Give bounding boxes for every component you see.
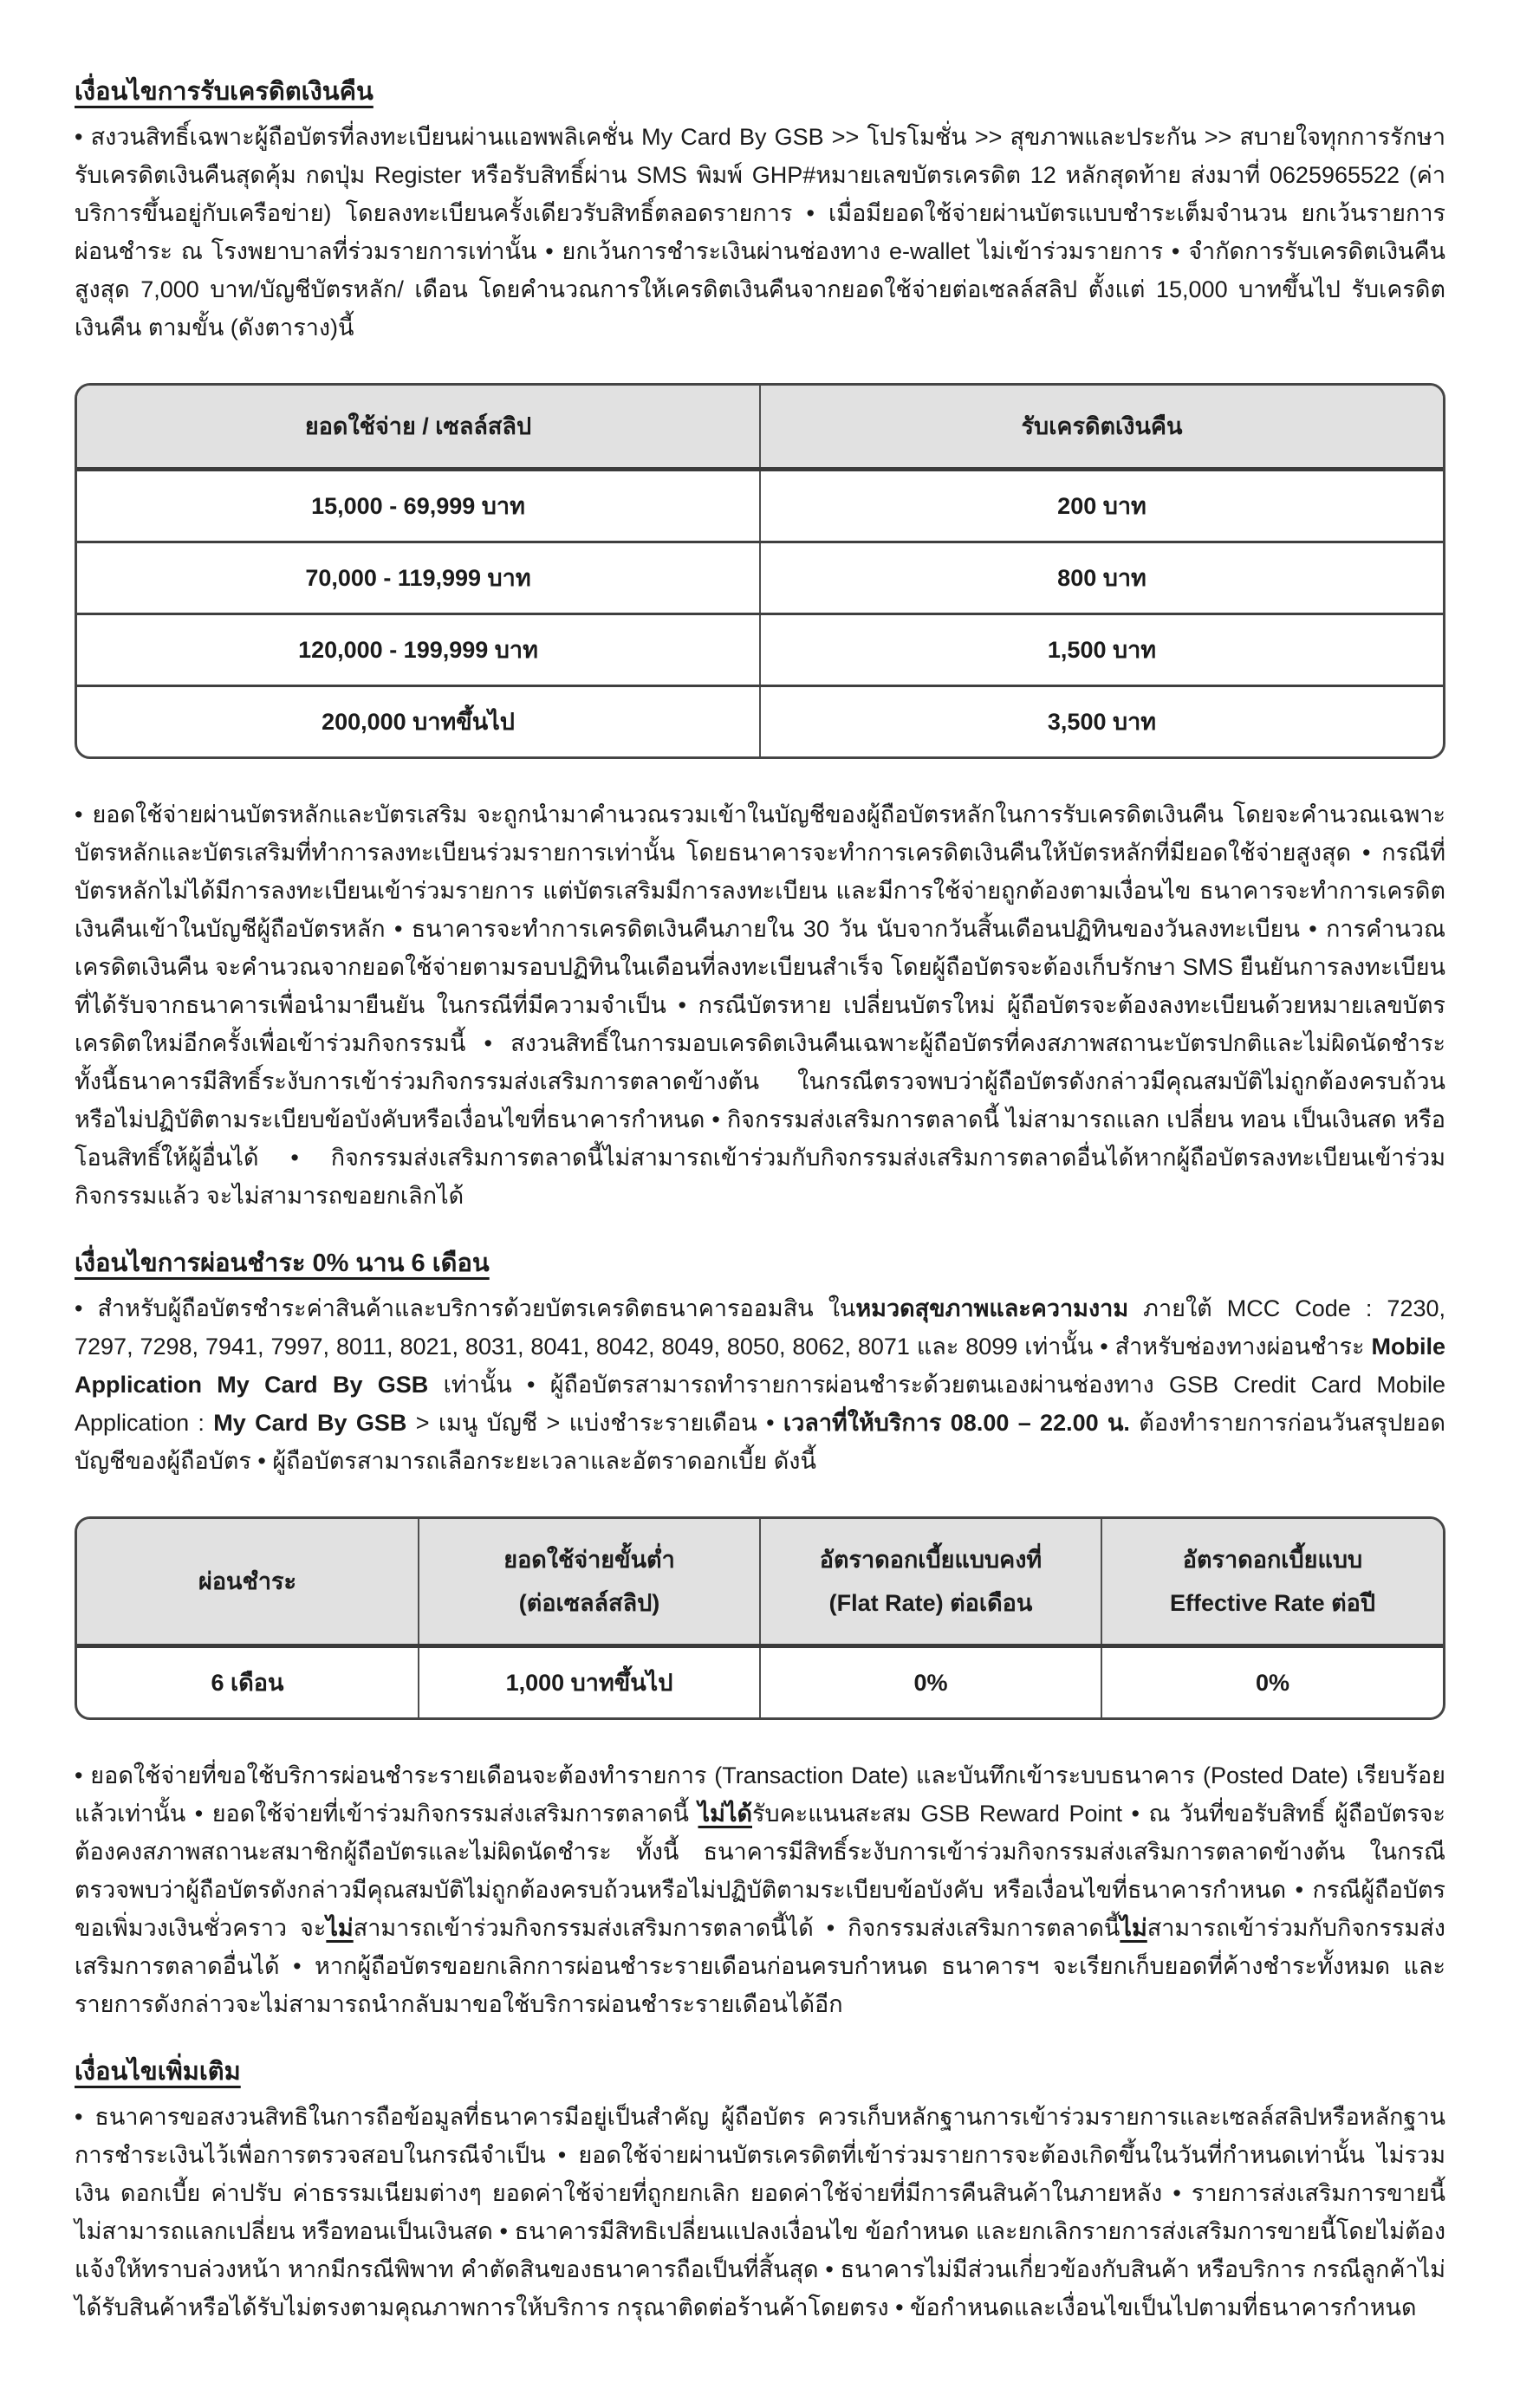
table-cell: 1,000 บาทขึ้นไป bbox=[419, 1646, 760, 1718]
paragraph bbox=[75, 118, 1445, 347]
text-segment: สามารถเข้าร่วมกิจกรรมส่งเสริมการตลาดนี้ได้ • กิจกรรมส่งเสริมการตลาดนี้ bbox=[353, 1915, 1121, 1941]
paragraph bbox=[75, 795, 1445, 1215]
table-header-line: (ต่อเซลล์สลิป) bbox=[518, 1590, 660, 1616]
table-header-line: Effective Rate ต่อปี bbox=[1170, 1590, 1375, 1616]
text-segment: > เมนู บัญชี > แบ่งชำระรายเดือน • bbox=[406, 1410, 783, 1436]
table-header-line: รับเครดิตเงินคืน bbox=[1021, 413, 1183, 439]
table-header-line: อัตราดอกเบี้ยแบบ bbox=[1182, 1547, 1363, 1573]
text-segment: • ธนาคารขอสงวนสิทธิในการถือข้อมูลที่ธนาคารมีอยู่เป็นสำคัญ ผู้ถือบัตร ควรเก็บหลักฐานการเข้าร่วมรายการและเซลล์สลิปหรือหลักฐานการชำระเงินไว้เพื่อการตรวจสอบในกรณีจำเป็น • ยอดใช้จ่ายผ่านบัตรเครดิตที่เข้าร่วมรายการจะต้องเกิดขึ้นในวันที่กำหนดเท่านั้น ไม่รวมเงิน ดอกเบี้ย ค่าปรับ ค่าธรรมเนียมต่างๆ ยอดค่าใช้จ่ายที่ถูกยกเลิก ยอดค่าใช้จ่ายที่มีการคืนสินค้าในภายหลัง • รายการส่งเสริมการขายนี้ ไม่สามารถแลกเปลี่ยน หรือทอนเป็นเงินสด • ธนาคารมีสิทธิเปลี่ยนแปลงเงื่อนไข ข้อกำหนด และยกเลิกรายการส่งเสริมการขายนี้โดยไม่ต้องแจ้งให้ทราบล่วงหน้า หากมีกรณีพิพาท คำตัดสินของธนาคารถือเป็นที่สิ้นสุด • ธนาคารไม่มีส่วนเกี่ยวข้องกับสินค้า หรือบริการ กรณีลูกค้าไม่ได้รับสินค้าหรือได้รับไม่ตรงตามคุณภาพการให้บริการ กรุณาติดต่อร้านค้าโดยตรง • ข้อกำหนดและเงื่อนไขเป็นไปตามที่ธนาคารกำหนด bbox=[75, 2104, 1445, 2320]
table-cell: 6 เดือน bbox=[211, 1670, 284, 1696]
table-cell: 0% bbox=[760, 1646, 1101, 1718]
text-segment: • สงวนสิทธิ์เฉพาะผู้ถือบัตรที่ลงทะเบียนผ่านแอพพลิเคชั่น My Card By GSB >> โปรโมชั่น >> สุขภาพและประกัน >> สบายใจทุกการรักษารับเครดิตเงินคืนสุดคุ้ม กดปุ่ม Register หรือรับสิทธิ์ผ่าน SMS พิมพ์ GHP#หมายเลขบัตรเครดิต 12 หลักสุดท้าย ส่งมาที่ 0625965522 (ค่าบริการขึ้นอยู่กับเครือข่าย) โดยลงทะเบียนครั้งเดียวรับสิทธิ์ตลอดรายการ • เมื่อมียอดใช้จ่ายผ่านบัตรแบบชำระเต็มจำนวน ยกเว้นรายการผ่อนชำระ ณ โรงพยาบาลที่ร่วมรายการเท่านั้น • ยกเว้นการชำระเงินผ่านช่องทาง e-wallet ไม่เข้าร่วมรายการ • จำกัดการรับเครดิตเงินคืนสูงสุด 7,000 บาท/บัญชีบัตรหลัก/ เดือน โดยคำนวณการให้เครดิตเงินคืนจากยอดใช้จ่ายต่อเซลล์สลิป ตั้งแต่ 15,000 บาทขึ้นไป รับเครดิตเงินคืน ตามขั้น (ดังตาราง)นี้ bbox=[75, 124, 1445, 341]
table-header-cell bbox=[760, 386, 1443, 470]
table-cell: 15,000 - 69,999 บาท bbox=[311, 493, 525, 519]
table-cell: 200,000 บาทขึ้นไป bbox=[77, 686, 760, 757]
installment-table bbox=[77, 1519, 1443, 1717]
text-segment: เวลาที่ให้บริการ 08.00 – 22.00 น. bbox=[783, 1410, 1130, 1436]
text-segment: My Card By GSB bbox=[213, 1410, 407, 1436]
table-header-cell bbox=[77, 1519, 419, 1646]
paragraph bbox=[75, 2098, 1445, 2327]
text-segment: ภายใต้ MCC Code : 7230, 7297, 7298, 7941, 7997, 8011, 8021, 8031, 8041, 8042, 8049, 8050, 8062, 8071 และ 8099 เท่านั้น • สำหรับช่องทางผ่อนชำระ bbox=[75, 1295, 1445, 1360]
table-header-cell bbox=[419, 1519, 760, 1646]
installment-table-frame bbox=[75, 1516, 1445, 1720]
text-segment: สามารถเข้าร่วมกับกิจกรรมส่งเสริมการตลาดอื่นได้ • หากผู้ถือบัตรขอยกเลิกการผ่อนชำระรายเดือนก่อนครบกำหนด ธนาคารฯ จะเรียกเก็บยอดที่ค้างชำระทั้งหมด และรายการดังกล่าวจะไม่สามารถนำกลับมาขอใช้บริการผ่อนชำระรายเดือนได้อีก bbox=[75, 1915, 1445, 2017]
paragraph bbox=[75, 1756, 1445, 2023]
table-row bbox=[77, 614, 1443, 686]
table-header-line: ยอดใช้จ่ายขั้นต่ำ bbox=[503, 1547, 675, 1573]
table-cell: 800 บาท bbox=[760, 542, 1443, 614]
cashback-table bbox=[77, 386, 1443, 756]
text-segment: ต้องทำรายการก่อนวันสรุปยอดบัญชีของผู้ถือบัตร • ผู้ถือบัตรสามารถเลือกระยะเวลาและอัตราดอกเบี้ย ดังนี้ bbox=[75, 1410, 1446, 1474]
text-segment: รับคะแนนสะสม GSB Reward Point • ณ วันที่ขอรับสิทธิ์ ผู้ถือบัตรจะต้องคงสภาพสถานะสมาชิกผู้ถือบัตรและไม่ผิดนัดชำระ ทั้งนี้ ธนาคารมีสิทธิ์ระงับการเข้าร่วมกิจกรรมส่งเสริมการตลาดข้างต้น ในกรณีตรวจพบว่าผู้ถือบัตรดังกล่าวมีคุณสมบัติไม่ถูกต้องครบถ้วนหรือไม่ปฏิบัติตามระเบียบข้อบังคับ หรือเงื่อนไขที่ธนาคารกำหนด • กรณีผู้ถือบัตรขอเพิ่มวงเงินชั่วคราว จะ bbox=[75, 1801, 1445, 1941]
text-segment: ไม่ได้ bbox=[698, 1801, 752, 1827]
section-heading: เงื่อนไขการรับเครดิตเงินคืน bbox=[75, 78, 374, 106]
text-segment: • สำหรับผู้ถือบัตรชำระค่าสินค้าและบริการด้วยบัตรเครดิตธนาคารออมสิน ใน bbox=[75, 1295, 856, 1321]
text-segment: หมวดสุขภาพและความงาม bbox=[855, 1295, 1129, 1321]
table-row bbox=[77, 686, 1443, 757]
table-header-cell bbox=[77, 386, 760, 470]
text-segment: • ยอดใช้จ่ายที่ขอใช้บริการผ่อนชำระรายเดือนจะต้องทำรายการ (Transaction Date) และบันทึกเข้าระบบธนาคาร (Posted Date) เรียบร้อยแล้วเท่านั้น • ยอดใช้จ่ายที่เข้าร่วมกิจกรรมส่งเสริมการตลาดนี้ bbox=[75, 1762, 1445, 1827]
section-heading: เงื่อนไขเพิ่มเติม bbox=[75, 2058, 241, 2086]
text-segment: • ยอดใช้จ่ายผ่านบัตรหลักและบัตรเสริม จะถูกนำมาคำนวณรวมเข้าในบัญชีของผู้ถือบัตรหลักในการรับเครดิตเงินคืน โดยจะคำนวณเฉพาะบัตรหลักและบัตรเสริมที่ทำการลงทะเบียนร่วมรายการเท่านั้น โดยธนาคารจะทำการเครดิตเงินคืนให้บัตรหลักที่มียอดใช้จ่ายสูงสุด • กรณีที่บัตรหลักไม่ได้มีการลงทะเบียนเข้าร่วมรายการ แต่บัตรเสริมมีการลงทะเบียน และมีการใช้จ่ายถูกต้องตามเงื่อนไข ธนาคารจะทำการเครดิตเงินคืนเข้าในบัญชีผู้ถือบัตรหลัก • ธนาคารจะทำการเครดิตเงินคืนภายใน 30 วัน นับจากวันสิ้นเดือนปฏิทินของวันลงทะเบียน • การคำนวณเครดิตเงินคืน จะคำนวณจากยอดใช้จ่ายตามรอบปฏิทินในเดือนที่ลงทะเบียนสำเร็จ โดยผู้ถือบัตรจะต้องเก็บรักษา SMS ยืนยันการลงทะเบียน ที่ได้รับจากธนาคารเพื่อนำมายืนยัน ในกรณีที่มีความจำเป็น • กรณีบัตรหาย เปลี่ยนบัตรใหม่ ผู้ถือบัตรจะต้องลงทะเบียนด้วยหมายเลขบัตรเครดิตใหม่อีกครั้งเพื่อเข้าร่วมกิจกรรมนี้ • สงวนสิทธิ์ในการมอบเครดิตเงินคืนเฉพาะผู้ถือบัตรที่คงสภาพสถานะบัตรปกติและไม่ผิดนัดชำระ ทั้งนี้ธนาคารมีสิทธิ์ระงับการเข้าร่วมกิจกรรมส่งเสริมการตลาดข้างต้น ในกรณีตรวจพบว่าผู้ถือบัตรดังกล่าวมีคุณสมบัติไม่ถูกต้องครบถ้วน หรือไม่ปฏิบัติตามระเบียบข้อบังคับหรือเงื่อนไขที่ธนาคารกำหนด • กิจกรรมส่งเสริมการตลาดนี้ ไม่สามารถแลก เปลี่ยน ทอน เป็นเงินสด หรือโอนสิทธิ์ให้ผู้อื่นได้ • กิจกรรมส่งเสริมการตลาดนี้ไม่สามารถเข้าร่วมกับกิจกรรมส่งเสริมการตลาดอื่นได้หากผู้ถือบัตรลงทะเบียนเข้าร่วมกิจกรรมแล้ว จะไม่สามารถขอยกเลิกได้ bbox=[75, 802, 1445, 1209]
table-header-line: ยอดใช้จ่าย / เซลล์สลิป bbox=[304, 413, 532, 439]
table-cell: 3,500 บาท bbox=[760, 686, 1443, 757]
table-cell: 0% bbox=[1101, 1646, 1443, 1718]
paragraph bbox=[75, 1289, 1445, 1480]
table-header-cell bbox=[760, 1519, 1101, 1646]
cashback-table-frame bbox=[75, 383, 1445, 759]
table-header-line: ผ่อนชำระ bbox=[198, 1568, 296, 1594]
table-cell: 70,000 - 119,999 บาท bbox=[77, 542, 760, 614]
text-segment: เท่านั้น • ผู้ถือบัตรสามารถทำรายการผ่อนชำระด้วยตนเองผ่านช่องทาง GSB Credit Card Mobile Application : bbox=[75, 1372, 1445, 1436]
text-segment: ไม่ bbox=[1120, 1915, 1147, 1941]
table-header-cell bbox=[1101, 1519, 1443, 1646]
table-cell: 1,500 บาท bbox=[760, 614, 1443, 686]
table-row bbox=[77, 542, 1443, 614]
table-row bbox=[77, 1646, 1443, 1718]
table-header-line: อัตราดอกเบี้ยแบบคงที่ bbox=[819, 1547, 1043, 1573]
table-header-line: (Flat Rate) ต่อเดือน bbox=[828, 1590, 1033, 1616]
table-cell: 200 บาท bbox=[760, 470, 1443, 542]
table-row bbox=[77, 470, 1443, 542]
table-header-row bbox=[77, 1519, 1443, 1646]
text-segment: ไม่ bbox=[326, 1915, 354, 1941]
section-heading: เงื่อนไขการผ่อนชำระ 0% นาน 6 เดือน bbox=[75, 1249, 490, 1277]
table-header-row bbox=[77, 386, 1443, 470]
text-segment: Mobile Application My Card By GSB bbox=[75, 1334, 1445, 1398]
table-cell: 120,000 - 199,999 บาท bbox=[77, 614, 760, 686]
